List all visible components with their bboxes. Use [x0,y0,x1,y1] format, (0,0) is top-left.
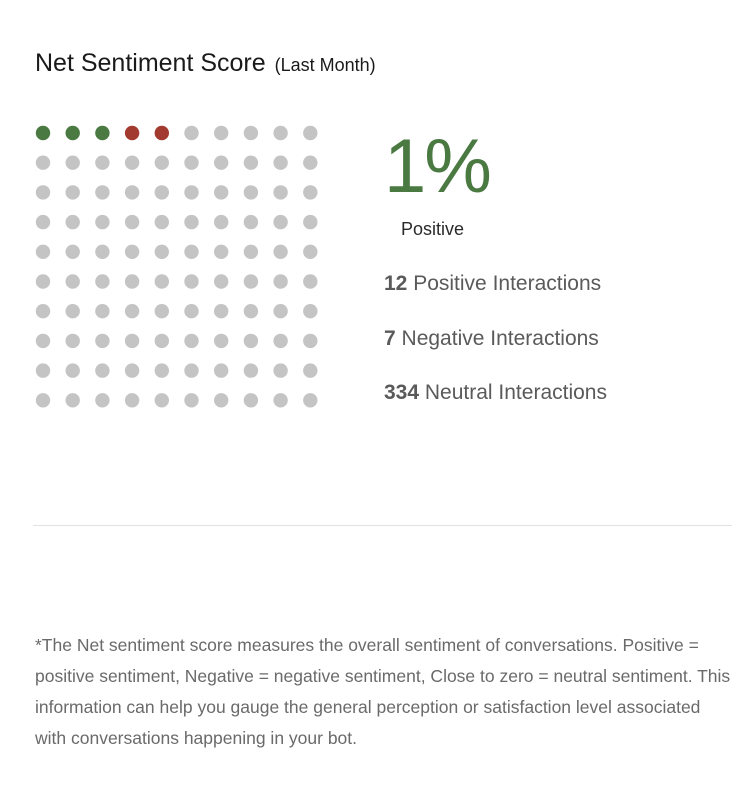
dot-neutral [36,215,50,229]
dot-neutral [214,156,228,170]
dot-neutral [95,245,109,259]
dot-neutral [244,363,258,377]
dot-neutral [303,215,317,229]
dot-neutral [244,393,258,407]
dot-neutral [155,393,169,407]
dot-neutral [184,185,198,199]
dot-neutral [214,304,228,318]
dot-neutral [184,393,198,407]
dot-neutral [125,363,139,377]
dot-neutral [155,215,169,229]
dot-positive [66,126,80,140]
dot-negative [155,126,169,140]
net-score-percent: 1% [384,124,490,209]
positive-interactions-label: Positive Interactions [413,272,602,295]
dot-neutral [155,156,169,170]
dot-neutral [273,304,287,318]
dot-neutral [36,185,50,199]
chart-title-text: Net Sentiment Score [35,49,266,77]
dot-neutral [273,334,287,348]
dot-neutral [125,393,139,407]
dot-neutral [244,185,258,199]
dot-neutral [273,363,287,377]
dot-neutral [214,274,228,288]
dot-neutral [303,245,317,259]
dot-neutral [214,363,228,377]
dot-neutral [36,334,50,348]
dot-neutral [273,215,287,229]
dot-neutral [184,156,198,170]
dot-neutral [244,334,258,348]
dot-neutral [95,215,109,229]
dot-neutral [36,363,50,377]
dot-neutral [125,215,139,229]
dot-neutral [214,245,228,259]
dot-neutral [36,156,50,170]
dot-neutral [184,274,198,288]
dot-neutral [66,215,80,229]
dot-neutral [125,274,139,288]
dot-neutral [244,126,258,140]
dot-neutral [244,215,258,229]
dot-neutral [95,185,109,199]
dot-neutral [184,363,198,377]
dot-positive [36,126,50,140]
dot-neutral [125,304,139,318]
sentiment-dot-grid [28,118,328,418]
footnote: *The Net sentiment score measures the overall sentiment of conversations. Positive = positive sentiment, Negative = negative sentiment, Close to zero = neutral sentiment. This information can help you gauge the general perception or satisfaction level associated with conversations happening in your bot. [35,635,731,748]
negative-interactions-stat [384,325,599,353]
dot-neutral [244,304,258,318]
dot-neutral [36,393,50,407]
dot-neutral [273,185,287,199]
dot-positive [95,126,109,140]
dot-negative [125,126,139,140]
neutral-interactions-stat [384,379,607,407]
dot-neutral [273,156,287,170]
dot-neutral [273,245,287,259]
dot-neutral [95,156,109,170]
dot-neutral [273,126,287,140]
dot-neutral [155,274,169,288]
dot-neutral [95,363,109,377]
dot-neutral [36,245,50,259]
dot-neutral [155,304,169,318]
dot-neutral [125,245,139,259]
dot-neutral [214,334,228,348]
dot-neutral [244,156,258,170]
dot-neutral [184,304,198,318]
dot-neutral [184,126,198,140]
dot-neutral [95,274,109,288]
neutral-interactions-count: 334 [384,381,420,404]
chart-title [35,46,376,82]
dot-neutral [95,393,109,407]
dot-neutral [36,274,50,288]
negative-interactions-count: 7 [384,327,396,350]
dot-neutral [303,363,317,377]
dot-neutral [303,185,317,199]
negative-interactions-label: Negative Interactions [401,327,599,350]
dot-neutral [155,334,169,348]
dot-neutral [244,245,258,259]
dot-neutral [66,304,80,318]
neutral-interactions-label: Neutral Interactions [424,381,607,404]
dot-neutral [36,304,50,318]
dot-neutral [303,334,317,348]
dot-neutral [214,215,228,229]
net-score-label: Positive [401,219,465,239]
dot-neutral [214,126,228,140]
dot-neutral [155,185,169,199]
dot-neutral [244,274,258,288]
positive-interactions-count: 12 [384,272,408,295]
dot-neutral [125,334,139,348]
section-divider [33,525,732,526]
dot-neutral [303,274,317,288]
dot-neutral [184,215,198,229]
dot-neutral [66,274,80,288]
dot-neutral [66,363,80,377]
dot-neutral [273,274,287,288]
dot-neutral [155,363,169,377]
dot-neutral [66,393,80,407]
dot-neutral [214,393,228,407]
dot-neutral [66,245,80,259]
dot-neutral [95,334,109,348]
dot-neutral [184,245,198,259]
dot-neutral [66,334,80,348]
dot-neutral [66,185,80,199]
dot-neutral [155,245,169,259]
dot-neutral [66,156,80,170]
dot-neutral [184,334,198,348]
dot-neutral [125,156,139,170]
dot-neutral [303,304,317,318]
dot-neutral [125,185,139,199]
dot-neutral [273,393,287,407]
dot-neutral [214,185,228,199]
dot-neutral [303,393,317,407]
chart-subtitle: (Last Month) [274,55,376,75]
positive-interactions-stat [384,270,601,298]
dot-neutral [95,304,109,318]
dot-neutral [303,126,317,140]
dot-neutral [303,156,317,170]
